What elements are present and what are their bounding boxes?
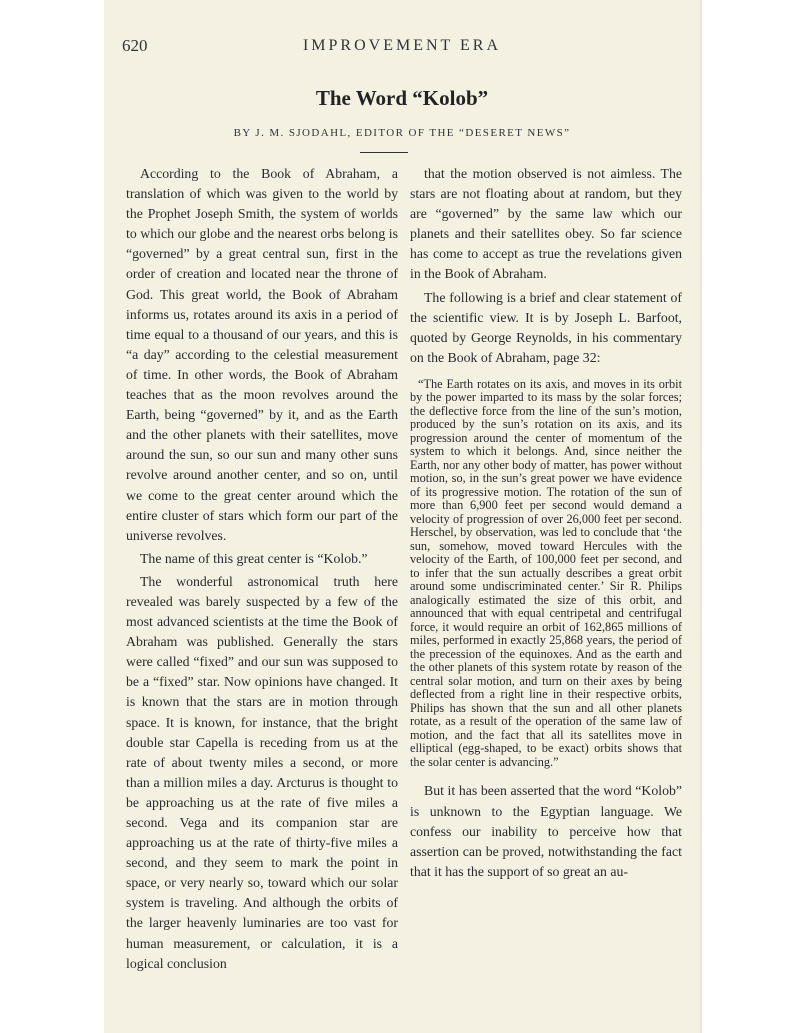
right-column <box>410 164 682 885</box>
paragraph: The wonderful astronomical truth here revealed was barely suspected by a few of the most advanced scientists at the time the Book of Abraham was published. Generally the stars were called “fixed” and our sun was supposed to be a “fixed” star. Now opinions have changed. It is known that the stars are in motion through space. It is known, for instance, that the bright double star Capella is receding from us at the rate of about twenty miles a second, or more than a million miles a day. Arcturus is thought to be approaching us at the rate of five miles a second. Vega and its companion star are approaching us at the rate of thirty-five miles a second, and they seem to mark the point in space, or very nearly so, toward which our solar system is traveling. And although the orbits of the larger heavenly luminaries are too vast for human measurement, or calculation, it is a logical conclusion <box>126 573 398 971</box>
paragraph: But it has been asserted that the word “Kolob” is unknown to the Egyptian language. We confess our inability to perceive how that assertion can be proved, notwithstanding the fact that it has the support of so great an au- <box>410 783 682 879</box>
article-title: The Word “Kolob” <box>315 86 489 110</box>
paragraph: that the motion observed is not aimless. The stars are not floating about at random, but they are “governed” by the same law which our planets and their satellites obey. So far science has come to accept as true the revelations given in the Book of Abraham. <box>410 166 682 282</box>
block-quote: “The Earth rotates on its axis, and moves in its orbit by the power imparted to its mass by the solar forces; the deflective force from the line of the sun’s motion, produced by the sun’s rotation on its axis, and its progression around the center of momentum of the system to which it belongs. And, since neither the Earth, nor any other body of matter, has power without motion, so, in the sun’s great power we have evidence of its progressive motion. The rotation of the sun of more than 6,900 feet per second would demand a velocity of progression of over 26,000 feet per second. Herschel, by observation, was led to conclude that ‘the sun, somehow, moved toward Hercules with the velocity of the Earth, of 100,000 feet per second, and to infer that the sun actually describes a great orbit around some undiscriminated center.’ Sir R. Philips analogically estimated the size of this orbit, and announced that with equal centripetal and centrifugal force, it would require an orbit of 162,865 millions of miles, performed in exactly 25,868 years, the period of the precession of the equinoxes. And as the earth and the other planets of this system rotate by reason of the central solar motion, and turn on their axes by being deflected from a right line in their respective orbits, Philips has shown that the sun and all other planets rotate, as a result of the operation of the same law of motion, and the fact that all its satellites move in elliptical (egg-shaped, to be exact) orbits shows that the solar center is advancing.” <box>410 376 682 769</box>
page-header <box>104 36 700 60</box>
paragraph: According to the Book of Abraham, a translation of which was given to the world by the Prophet Joseph Smith, the system of worlds to which our globe and the nearest orbs belong is “governed” by a great central sun, first in the order of creation and located near the throne of God. This great world, the Book of Abraham informs us, rotates around its axis in a period of time equal to a thousand of our years, and this is “a day” according to the celestial measurement of time. In other words, the Book of Abraham teaches that as the moon revolves around the Earth, being “governed” by it, and as the Earth and the other planets with their satellites, move around the sun, so our sun and many other suns revolve around another center, and so on, until we come to the great center around which the entire cluster of stars which form our part of the universe revolves. <box>126 166 398 543</box>
article-byline: BY J. M. SJODAHL, EDITOR OF THE “DESERET NEWS” <box>233 127 571 139</box>
paragraph: The name of this great center is “Kolob.” <box>140 550 368 566</box>
journal-title: IMPROVEMENT ERA <box>302 37 502 54</box>
page-number: 620 <box>122 36 148 55</box>
left-column <box>126 164 398 977</box>
magazine-page <box>104 0 700 1033</box>
paragraph: The following is a brief and clear statement of the scientific view. It is by Joseph L. Barfoot, quoted by George Reynolds, in his commentary on the Book of Abraham, page 32: <box>410 289 682 365</box>
title-divider <box>360 152 408 153</box>
